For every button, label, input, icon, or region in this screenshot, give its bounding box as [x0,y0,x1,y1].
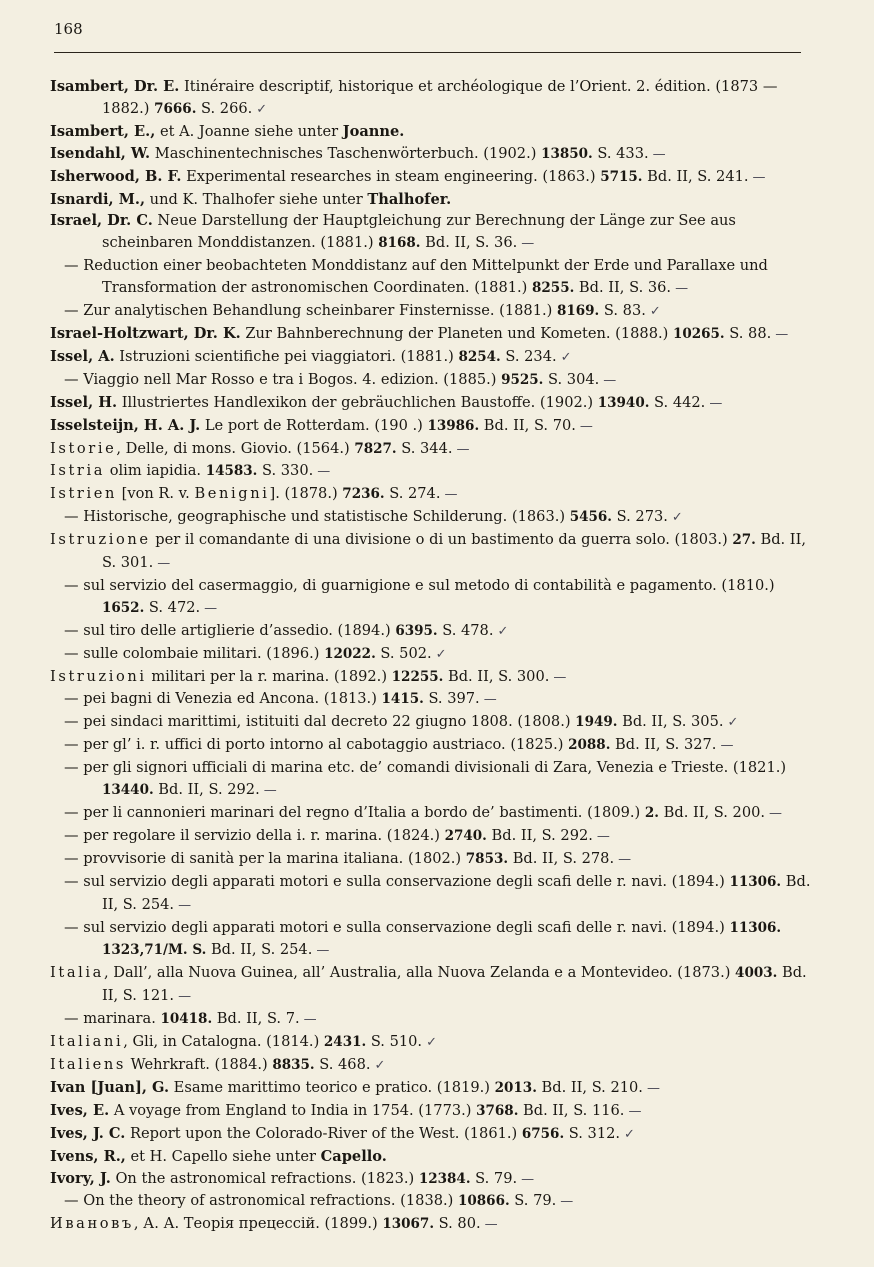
ditto-dash: — [64,872,79,890]
catalog-number: 11306. [729,873,782,890]
title-keyword: Istrien [50,485,117,503]
catalog-entry [50,369,820,392]
author-name: Isselsteijn, H. A. J. [50,416,201,434]
location-ref: Bd. II, S. 36. [420,234,518,252]
catalog-entry [50,415,820,438]
catalog-number: 11306. 1323,71/M. S. [102,919,782,959]
catalog-number: 2. [644,805,659,821]
ditto-dash: — [64,918,79,936]
catalog-entry [50,917,820,963]
catalog-number: 10418. [160,1011,213,1028]
location-ref: S. 80. [434,1215,481,1233]
catalog-entry [50,76,820,121]
location-ref: S. 468. [314,1055,371,1073]
pencil-dash-icon: — [560,1194,574,1210]
entry-text: Zur Bahnberechnung der Planeten und Kometen. (1888.) [240,324,673,342]
entry-text: On the astronomical refractions. (1823.) [110,1169,419,1187]
pencil-dash-icon: — [483,692,497,708]
entry-text: , А. А. Теорія прецессій. (1899.) [133,1215,383,1233]
cross-reference: Thalhofer. [367,190,452,208]
pencil-dash-icon: — [263,783,277,799]
author-name: Isambert, Dr. E. [50,78,180,95]
catalog-entry [50,962,820,1008]
check-mark-icon: ✓ [649,304,661,320]
location-ref: S. 79. [470,1169,518,1187]
catalog-entry [50,483,820,506]
entry-text: militari per la r. marina. (1892.) [146,667,392,685]
author-name: Ivory, J. [50,1169,111,1187]
catalog-entry [50,460,820,483]
pencil-dash-icon: — [596,828,610,844]
catalog-number: 2013. [494,1079,537,1096]
catalog-number: 13440. [102,782,154,799]
entry-text: provvisorie di sanità per la marina italiana. (1802.) [78,849,466,867]
ditto-dash: — [64,690,79,708]
catalog-number: 13940. [597,394,650,411]
catalog-entry [50,620,820,643]
entry-text: [von R. v. [117,485,195,503]
ditto-dash: — [64,759,79,777]
entry-text: sul servizio degli apparati motori e sulla conservazione degli scafi delle r. navi. (1894.) [78,872,730,890]
catalog-number: 13850. [541,145,593,162]
location-ref: Bd. II, S. 121. [102,964,807,1005]
catalog-number: 27. [732,532,756,549]
entry-text: olim iapidia. [105,462,206,480]
catalog-entry [50,1190,820,1213]
catalog-number: 12384. [418,1170,471,1187]
location-ref: Bd. II, S. 36. [574,279,672,297]
entry-text: , Dall’, alla Nuova Guinea, all’ Australia, alla Nuova Zelanda e a Montevideo. (1873.) [103,964,736,982]
catalog-number: 14583. [205,463,258,480]
location-ref: S. 88. [724,324,772,342]
catalog-number: 1652. [102,599,145,616]
check-mark-icon: ✓ [560,349,572,365]
header-rule [54,52,801,53]
catalog-entry [50,871,820,917]
entry-text: Le port de Rotterdam. (190 .) [200,416,428,434]
title-keyword: Istruzione [50,531,151,549]
location-ref: S. 510. [366,1033,423,1051]
entry-text: Esame marittimo teorico e pratico. (1819.) [169,1078,495,1096]
catalog-entry [50,506,820,529]
title-keyword: Benigni [194,485,270,503]
location-ref: S. 79. [509,1192,557,1210]
page-number: 168 [54,20,83,38]
location-ref: S. 273. [612,508,668,526]
entry-text: et H. Capello siehe unter [125,1147,321,1165]
catalog-entry [50,848,820,871]
catalog-number: 13067. [382,1216,435,1233]
pencil-dash-icon: — [317,464,331,480]
catalog-number: 12022. [324,645,376,662]
author-name: Ivan [Juan], G. [50,1078,170,1096]
check-mark-icon: ✓ [374,1057,386,1073]
ditto-dash: — [64,621,79,639]
ditto-dash: — [64,849,79,867]
ditto-dash: — [64,508,79,526]
title-keyword: Italiens [50,1055,126,1073]
pencil-dash-icon: — [444,487,458,503]
location-ref: S. 397. [423,690,480,708]
author-name: Issel, H. [50,393,118,411]
catalog-number: 3768. [476,1102,519,1119]
location-ref: Bd. II, S. 200. [658,804,766,821]
catalog-entry [50,688,820,711]
ditto-dash: — [64,736,79,754]
author-name: Isendahl, W. [50,144,151,162]
entry-text: ]. (1878.) [269,485,343,503]
pencil-dash-icon: — [456,441,470,457]
catalog-entry [50,734,820,757]
catalog-entry [50,1054,820,1077]
catalog-entry [50,323,820,346]
author-name: Israel-Holtzwart, Dr. K. [50,324,241,342]
catalog-number: 7236. [342,486,385,503]
entry-text: per regolare il servizio della i. r. marina. (1824.) [78,826,445,844]
catalog-number: 7666. [154,100,197,117]
location-ref: S. 83. [599,302,646,320]
catalog-number: 8168. [378,235,421,252]
catalog-number: 10866. [458,1193,510,1210]
pencil-dash-icon: — [579,418,593,434]
check-mark-icon: ✓ [497,623,509,639]
pencil-dash-icon: — [603,372,617,388]
entry-text: sulle colombaie militari. (1896.) [78,644,325,662]
title-keyword: Ивановъ [50,1215,134,1233]
pencil-dash-icon: — [178,897,192,913]
entry-text: marinara. [78,1010,161,1028]
catalog-entry [50,143,820,166]
ditto-dash: — [64,302,79,320]
location-ref: S. 502. [375,644,432,662]
location-ref: Bd. II, S. 327. [610,736,717,754]
catalog-entry [50,666,820,689]
location-ref: S. 433. [592,144,649,162]
catalog-number: 8254. [458,348,501,365]
check-mark-icon: ✓ [624,1126,635,1142]
entry-text: per li cannonieri marinari del regno d’Italia a bordo de’ bastimenti. (1809.) [78,804,645,821]
pencil-dash-icon: — [652,146,666,162]
catalog-entry [50,300,820,323]
catalog-number: 8255. [532,280,575,297]
entry-text: Zur analytischen Behandlung scheinbarer Finsternisse. (1881.) [78,302,557,320]
catalog-number: 1415. [381,691,424,708]
catalog-number: 7853. [465,850,509,867]
catalog-entry [50,529,820,575]
ditto-dash: — [64,1192,79,1210]
pencil-dash-icon: — [484,1217,498,1233]
pencil-dash-icon: — [709,395,723,411]
location-ref: Bd. II, S. 278. [508,849,615,867]
pencil-dash-icon: — [775,326,789,342]
location-ref: Bd. II, S. 301. [102,531,806,572]
author-name: Isnardi, M., [50,190,146,208]
catalog-entry [50,121,820,143]
catalog-number: 13986. [427,417,480,434]
check-mark-icon: ✓ [426,1035,437,1051]
author-name: Issel, A. [50,347,115,365]
entry-list [50,76,820,1236]
location-ref: Bd. II, S. 241. [642,167,749,185]
entry-text: Maschinentechnisches Taschenwörterbuch. (1902.) [150,144,542,162]
catalog-entry [50,643,820,666]
location-ref: S. 344. [396,439,453,457]
catalog-entry [50,825,820,848]
pencil-dash-icon: — [303,1012,317,1028]
entry-text: , Gli, in Catalogna. (1814.) [123,1033,324,1051]
entry-text: sul servizio degli apparati motori e sulla conservazione degli scafi delle r. navi. (1894.) [78,918,730,936]
catalog-number: 5456. [569,509,613,526]
catalog-number: 4003. [735,965,778,982]
catalog-number: 2431. [323,1034,367,1051]
catalog-entry [50,802,820,825]
cross-reference: Capello. [320,1147,387,1165]
catalog-number: 5715. [600,168,643,185]
catalog-number: 7827. [354,440,397,457]
entry-text: pei bagni di Venezia ed Ancona. (1813.) [78,690,382,708]
entry-text: pei sindaci marittimi, istituiti dal decreto 22 giugno 1808. (1808.) [78,713,576,731]
entry-text: und K. Thalhofer siehe unter [145,190,368,208]
location-ref: Bd. II, S. 254. [102,872,811,913]
ditto-dash: — [64,644,79,662]
ditto-dash: — [64,257,79,275]
entry-text: Neue Darstellung der Hauptgleichung zur Berechnung der Länge zur See aus scheinbaren Monddistanzen. (1881.) [102,212,736,252]
catalog-entry [50,255,820,300]
entry-text: Experimental researches in steam engineering. (1863.) [181,167,601,185]
ditto-dash: — [64,576,79,594]
pencil-dash-icon: — [316,943,330,959]
entry-text: Report upon the Colorado-River of the West. (1861.) [125,1124,522,1142]
pencil-dash-icon: — [769,806,783,821]
pencil-dash-icon: — [521,236,535,252]
catalog-entry [50,1100,820,1123]
catalog-number: 6756. [521,1125,565,1142]
entry-text: Wehrkraft. (1884.) [126,1055,273,1073]
location-ref: Bd. II, S. 292. [153,781,260,799]
entry-text: Reduction einer beobachteten Monddistanz auf den Mittelpunkt der Erde und Parallaxe und Transformation der astronomischen Coordinaten. (1881.) [78,257,768,297]
catalog-entry [50,392,820,415]
location-ref: Bd. II, S. 116. [518,1101,625,1119]
catalog-number: 9525. [501,371,544,388]
title-keyword: Italia [50,964,104,982]
catalog-number: 8835. [272,1056,315,1073]
entry-text: per gli signori ufficiali di marina etc. de’ comandi divisionali di Zara, Venezia e Trieste. (1821.) [78,759,787,777]
ditto-dash: — [64,1010,79,1028]
pencil-dash-icon: — [720,738,734,754]
catalog-entry [50,438,820,461]
pencil-dash-icon: — [521,1171,535,1187]
catalog-number: 8169. [556,303,600,320]
author-name: Isambert, E., [50,122,156,140]
location-ref: S. 442. [649,393,706,411]
entry-text: et A. Joanne siehe unter [155,122,343,140]
catalog-entry [50,166,820,189]
location-ref: S. 312. [564,1124,621,1142]
catalog-number: 2740. [444,827,487,844]
location-ref: Bd. II, S. 70. [479,416,576,434]
check-mark-icon: ✓ [256,101,268,117]
entry-text: Historische, geographische und statistische Schilderung. (1863.) [78,508,570,526]
entry-text: Itinéraire descriptif, historique et archéologique de l’Orient. 2. édition. (1873 — 1882.) [102,78,778,117]
catalog-entry [50,210,820,255]
pencil-dash-icon: — [157,556,171,572]
check-mark-icon: ✓ [435,646,447,662]
entry-text: , Delle, di mons. Giovio. (1564.) [116,439,355,457]
catalog-entry [50,575,820,620]
location-ref: Bd. II, S. 7. [212,1010,300,1028]
catalog-entry [50,1077,820,1100]
location-ref: S. 330. [257,462,314,480]
author-name: Ives, J. C. [50,1124,126,1142]
entry-text: Illustriertes Handlexikon der gebräuchlichen Baustoffe. (1902.) [117,393,598,411]
pencil-dash-icon: — [675,281,689,297]
title-keyword: Italiani [50,1033,124,1051]
location-ref: S. 266. [196,99,253,117]
check-mark-icon: ✓ [671,510,683,526]
catalog-number: 10265. [672,325,725,342]
catalog-entry [50,346,820,369]
pencil-dash-icon: — [618,851,632,867]
title-keyword: Istruzioni [50,667,147,685]
location-ref: Bd. II, S. 254. [206,941,313,959]
catalog-entry [50,1008,820,1031]
entry-text: sul servizio del casermaggio, di guarnigione e sul metodo di contabilità e pagamento. (1810.) [78,576,775,594]
pencil-dash-icon: — [553,669,567,685]
catalog-entry [50,189,820,211]
location-ref: Bd. II, S. 300. [443,667,550,685]
location-ref: S. 304. [543,370,600,388]
catalog-entry [50,711,820,734]
catalog-number: 1949. [575,714,618,731]
entry-text: On the theory of astronomical refractions. (1838.) [78,1192,458,1210]
ditto-dash: — [64,826,79,844]
catalog-number: 6395. [395,622,438,639]
catalog-entry [50,1146,820,1168]
ditto-dash: — [64,804,79,821]
location-ref: S. 234. [500,347,557,365]
location-ref: S. 274. [384,485,441,503]
entry-text: per gl’ i. r. uffici di porto intorno al cabotaggio austriaco. (1825.) [78,736,569,754]
catalog-entry [50,1123,820,1146]
pencil-dash-icon: — [752,169,766,185]
entry-text: A voyage from England to India in 1754. (1773.) [109,1101,477,1119]
location-ref: Bd. II, S. 210. [536,1078,643,1096]
location-ref: Bd. II, S. 292. [486,826,593,844]
pencil-dash-icon: — [204,600,218,616]
entry-text: Viaggio nell Mar Rosso e tra i Bogos. 4. edizion. (1885.) [78,370,502,388]
check-mark-icon: ✓ [727,715,739,731]
pencil-dash-icon: — [646,1080,660,1096]
catalog-entry [50,1168,820,1191]
ditto-dash: — [64,370,79,388]
title-keyword: Istria [50,462,106,480]
entry-text: Istruzioni scientifiche pei viaggiatori. (1881.) [114,347,459,365]
ditto-dash: — [64,713,79,731]
location-ref: Bd. II, S. 305. [617,713,724,731]
catalog-entry [50,757,820,802]
author-name: Ivens, R., [50,1147,126,1165]
author-name: Ives, E. [50,1101,110,1119]
catalog-entry [50,1031,820,1054]
pencil-dash-icon: — [628,1103,642,1119]
location-ref: S. 478. [437,621,494,639]
title-keyword: Istorie [50,439,117,457]
author-name: Israel, Dr. C. [50,212,153,230]
pencil-dash-icon: — [178,989,192,1005]
location-ref: S. 472. [144,598,201,616]
entry-text: per il comandante di una divisione o di un bastimento da guerra solo. (1803.) [150,531,733,549]
entry-text: sul tiro delle artiglierie d’assedio. (1894.) [78,621,396,639]
catalog-number: 2088. [568,737,611,754]
author-name: Isherwood, B. F. [50,167,182,185]
cross-reference: Joanne. [342,122,405,140]
catalog-entry [50,1213,820,1236]
catalog-number: 12255. [391,668,444,685]
